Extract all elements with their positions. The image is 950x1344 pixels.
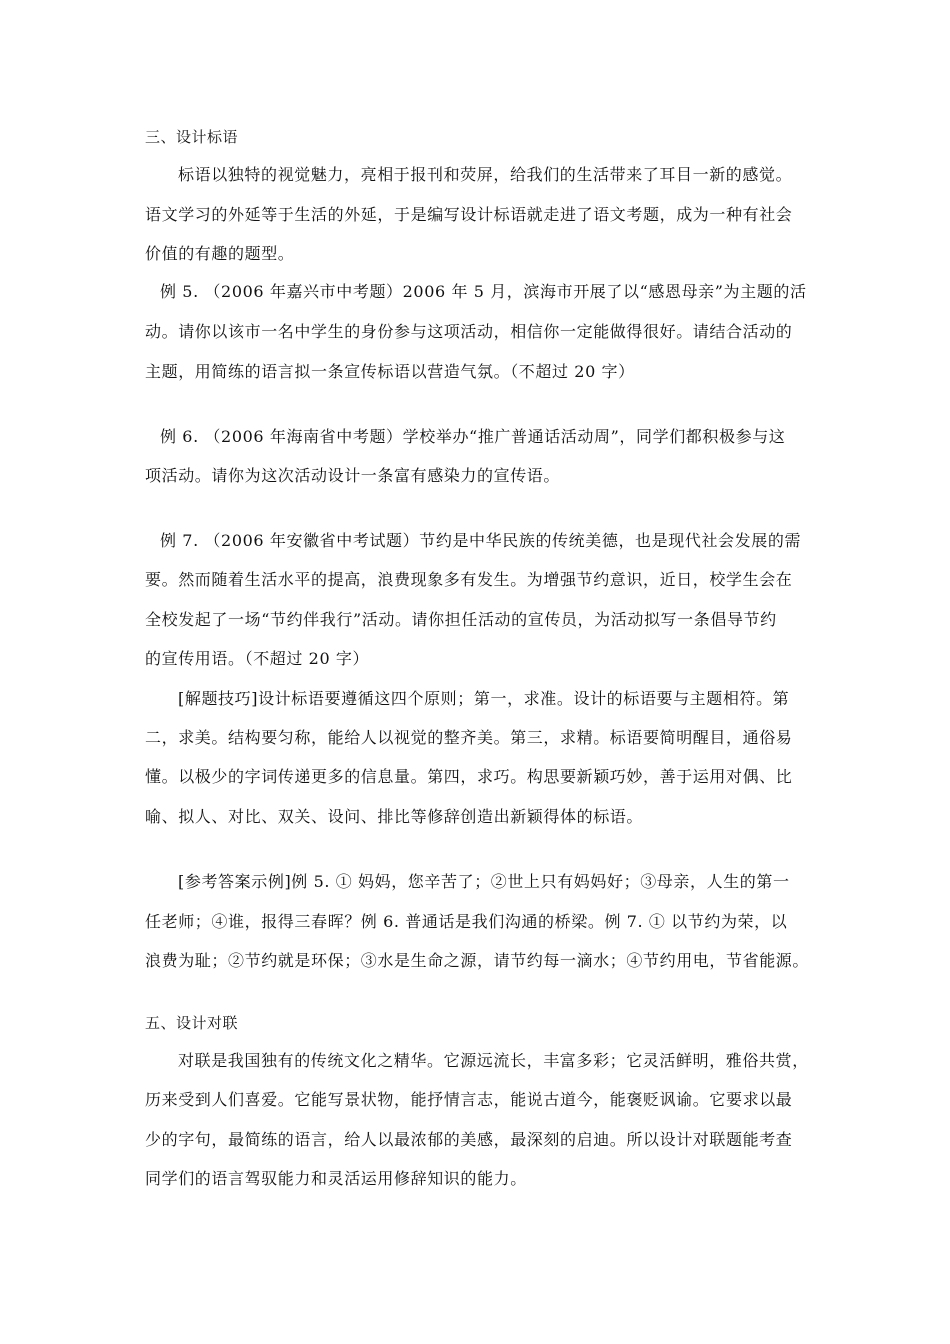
- tips-line: 喻、拟人、对比、双关、设问、排比等修辞创造出新颖得体的标语。: [145, 807, 644, 826]
- tips-line: [解题技巧]设计标语要遵循这四个原则；第一，求准。设计的标语要与主题相符。第: [178, 689, 790, 708]
- answers-line: 任老师；④谁，报得三春晖？例 6. 普通话是我们沟通的桥梁。例 7. ① 以节约为荣，以: [145, 912, 788, 931]
- example-7-line: 例 7. （2006 年安徽省中考试题）节约是中华民族的传统美德，也是现代社会发展的需: [160, 531, 802, 550]
- example-5-line: 例 5. （2006 年嘉兴市中考题）2006 年 5 月，滨海市开展了以“感恩母亲”为主题的活: [160, 282, 807, 301]
- paragraph-line: 价值的有趣的题型。: [145, 244, 295, 263]
- answers-line: 浪费为耻；②节约就是环保；③水是生命之源，请节约每一滴水；④节约用电，节省能源。: [145, 951, 810, 970]
- example-7-line: 全校发起了一场“节约伴我行”活动。请你担任活动的宣传员，为活动拟写一条倡导节约: [145, 610, 777, 629]
- section-heading-slogan: 三、设计标语: [145, 128, 239, 146]
- paragraph-line: 少的字句，最简练的语言，给人以最浓郁的美感，最深刻的启迪。所以设计对联题能考查: [145, 1130, 793, 1149]
- example-7-line: 要。然而随着生活水平的提高，浪费现象多有发生。为增强节约意识，近日，校学生会在: [145, 570, 793, 589]
- paragraph-line: 对联是我国独有的传统文化之精华。它源远流长，丰富多彩；它灵活鲜明，雅俗共赏，: [178, 1051, 809, 1070]
- example-6-line: 项活动。请你为这次活动设计一条富有感染力的宣传语。: [145, 466, 561, 485]
- example-6-line: 例 6. （2006 年海南省中考题）学校举办“推广普通话活动周”，同学们都积极参与这: [160, 427, 786, 446]
- answers-line: [参考答案示例]例 5. ① 妈妈，您辛苦了；②世上只有妈妈好；③母亲，人生的第一: [178, 872, 790, 891]
- example-7-line: 的宣传用语。（不超过 20 字）: [145, 649, 370, 668]
- tips-line: 二，求美。结构要匀称，能给人以视觉的整齐美。第三，求精。标语要简明醒目，通俗易: [145, 728, 793, 747]
- tips-line: 懂。以极少的字词传递更多的信息量。第四，求巧。构思要新颖巧妙，善于运用对偶、比: [145, 767, 793, 786]
- section-heading-couplet: 五、设计对联: [145, 1014, 239, 1032]
- example-5-line: 动。请你以该市一名中学生的身份参与这项活动，相信你一定能做得很好。请结合活动的: [145, 322, 793, 341]
- paragraph-line: 语文学习的外延等于生活的外延，于是编写设计标语就走进了语文考题，成为一种有社会: [145, 205, 793, 224]
- example-5-line: 主题，用简练的语言拟一条宣传标语以营造气氛。（不超过 20 字）: [145, 362, 635, 381]
- paragraph-line: 标语以独特的视觉魅力，亮相于报刊和荧屏，给我们的生活带来了耳目一新的感觉。: [178, 165, 793, 184]
- paragraph-line: 历来受到人们喜爱。它能写景状物，能抒情言志，能说古道今，能褒贬讽谕。它要求以最: [145, 1090, 793, 1109]
- paragraph-line: 同学们的语言驾驭能力和灵活运用修辞知识的能力。: [145, 1169, 527, 1188]
